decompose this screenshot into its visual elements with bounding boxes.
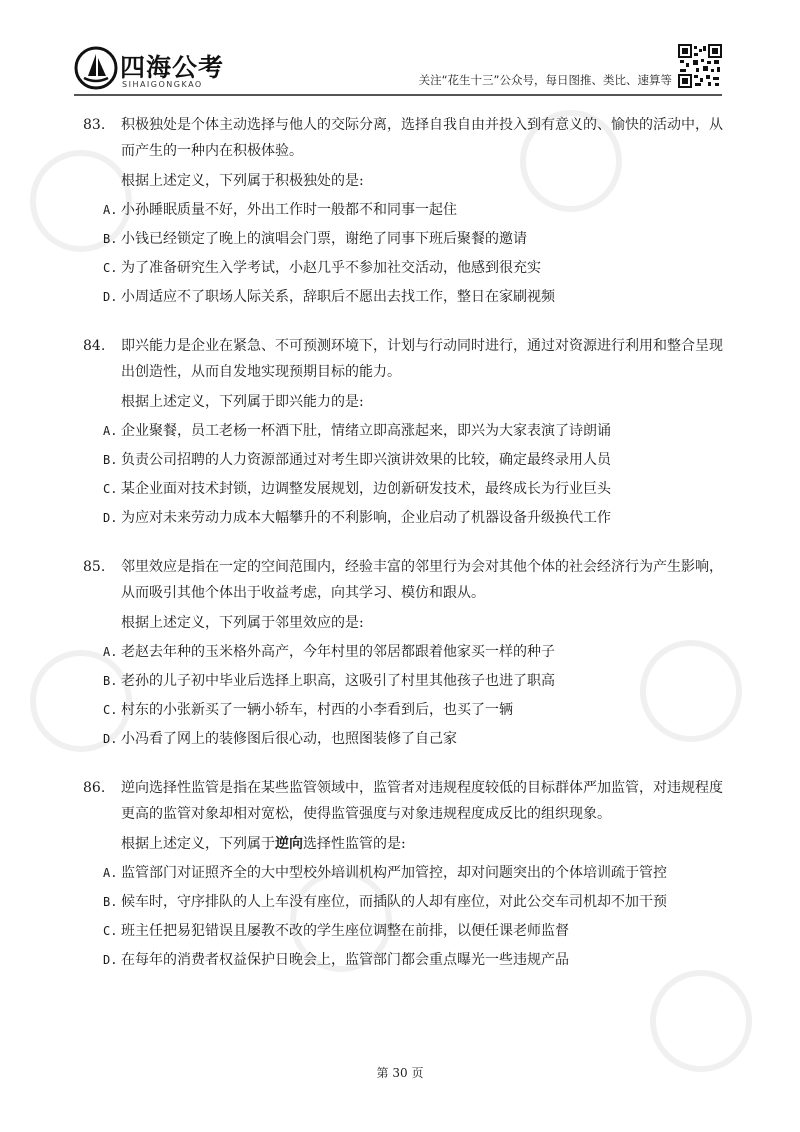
option-letter: D. [103,953,118,967]
option-text: 村东的小张新买了一辆小轿车，村西的小李看到后，也买了一辆 [121,702,513,718]
option-letter: A. [103,645,118,659]
option-c[interactable] [100,697,728,723]
header-divider [74,94,722,96]
question-83 [83,112,728,310]
question-stem [83,112,728,164]
option-text: 老赵去年种的玉米格外高产，今年村里的邻居都跟着他家买一样的种子 [121,644,555,660]
logo-subtitle: SIHAIGONGKAO [122,80,203,89]
option-c[interactable] [100,255,728,281]
question-text: 积极独处是个体主动选择与他人的交际分离，选择自我自由并投入到有意义的、愉快的活动中，从而产生的一种内在积极体验。 [121,117,723,159]
option-letter: B. [103,674,118,688]
option-text: 班主任把易犯错误且屡教不改的学生座位调整在前排，以便任课老师监督 [121,923,569,939]
option-letter: A. [103,866,118,880]
option-b[interactable] [100,226,728,252]
option-text: 企业聚餐，员工老杨一杯酒下肚，情绪立即高涨起来，即兴为大家表演了诗朗诵 [121,423,611,439]
question-84 [83,333,728,531]
option-letter: D. [103,511,118,525]
option-a[interactable] [100,418,728,444]
option-text: 候车时，守序排队的人上车没有座位，而插队的人却有座位，对此公交车司机却不加干预 [121,894,667,910]
option-a[interactable] [100,639,728,665]
option-a[interactable] [100,860,728,886]
option-letter: D. [103,732,118,746]
question-prompt [100,168,728,194]
option-b[interactable] [100,668,728,694]
option-c[interactable] [100,918,728,944]
option-text: 在每年的消费者权益保护日晚会上，监管部门都会重点曝光一些违规产品 [121,952,569,968]
logo-text: 四海公考 [120,53,225,82]
question-text: 即兴能力是企业在紧急、不可预测环境下，计划与行动同时进行，通过对资源进行利用和整合呈现出创造性，从而自发地实现预期目标的能力。 [121,338,723,380]
option-letter: A. [103,424,118,438]
prompt-text: 根据上述定义，下列属于积极独处的是: [121,173,364,189]
header-tagline: 关注“花生十三”公众号，每日图推、类比、速算等 [418,73,672,87]
option-text: 负责公司招聘的人力资源部通过对考生即兴演讲效果的比较，确定最终录用人员 [121,452,611,468]
question-86 [83,775,728,973]
option-text: 老孙的儿子初中毕业后选择上职高，这吸引了村里其他孩子也进了职高 [121,673,555,689]
option-d[interactable] [100,284,728,310]
option-text: 小钱已经锁定了晚上的演唱会门票，谢绝了同事下班后聚餐的邀请 [121,231,527,247]
question-stem [83,333,728,385]
question-prompt [100,389,728,415]
option-letter: B. [103,232,118,246]
qr-code-icon [678,44,722,88]
option-a[interactable] [100,197,728,223]
option-b[interactable] [100,889,728,915]
question-prompt [100,831,728,857]
option-letter: D. [103,290,118,304]
question-number: 86. [83,780,106,796]
question-number: 85. [83,559,106,575]
option-text: 小周适应不了职场人际关系，辞职后不愿出去找工作，整日在家刷视频 [121,289,555,305]
option-letter: C. [103,924,118,938]
brand-logo [74,46,254,98]
question-text: 邻里效应是指在一定的空间范围内，经验丰富的邻里行为会对其他个体的社会经济行为产生影响，从而吸引其他个体出于收益考虑，向其学习、模仿和跟从。 [121,559,723,601]
option-text: 监管部门对证照齐全的大中型校外培训机构严加管控，却对问题突出的个体培训疏于管控 [121,865,667,881]
question-text: 逆向选择性监管是指在某些监管领域中，监管者对违规程度较低的目标群体严加监管，对违规程度更高的监管对象却相对宽松，使得监管强度与对象违规程度成反比的组织现象。 [121,780,723,822]
option-text: 为应对未来劳动力成本大幅攀升的不利影响，企业启动了机器设备升级换代工作 [121,510,611,526]
question-prompt [100,610,728,636]
question-stem [83,554,728,606]
prompt-text: 根据上述定义，下列属于 [121,836,275,852]
option-c[interactable] [100,476,728,502]
option-b[interactable] [100,447,728,473]
option-letter: C. [103,261,118,275]
option-d[interactable] [100,726,728,752]
page-number: 第 30 页 [376,1066,424,1080]
page-header [0,0,800,110]
question-number: 84. [83,338,106,354]
option-d[interactable] [100,947,728,973]
option-text: 小孙睡眠质量不好，外出工作时一般都不和同事一起住 [121,202,457,218]
prompt-text-after: 选择性监管的是: [303,836,406,852]
question-number: 83. [83,117,106,133]
option-text: 为了准备研究生入学考试，小赵几乎不参加社交活动，他感到很充实 [121,260,541,276]
prompt-text: 根据上述定义，下列属于即兴能力的是: [121,394,364,410]
option-letter: B. [103,895,118,909]
option-letter: C. [103,482,118,496]
question-stem [83,775,728,827]
question-list [83,112,728,996]
option-d[interactable] [100,505,728,531]
option-text: 某企业面对技术封锁，边调整发展规划，边创新研发技术，最终成长为行业巨头 [121,481,611,497]
option-letter: A. [103,203,118,217]
prompt-emphasis: 逆向 [275,836,303,852]
question-85 [83,554,728,752]
option-letter: C. [103,703,118,717]
prompt-text: 根据上述定义，下列属于邻里效应的是: [121,615,364,631]
sailboat-logo-icon [74,46,118,90]
option-text: 小冯看了网上的装修图后很心动，也照图装修了自己家 [121,731,457,747]
option-letter: B. [103,453,118,467]
